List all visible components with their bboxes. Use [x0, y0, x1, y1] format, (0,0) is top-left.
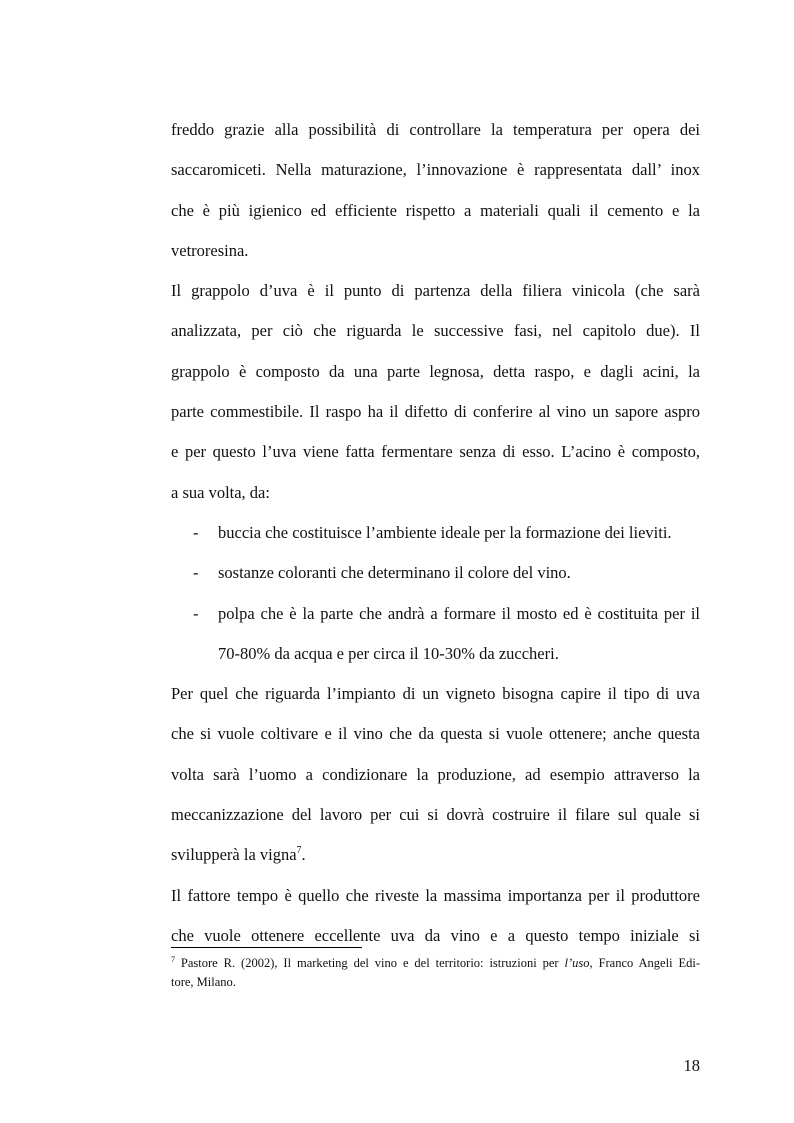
- list-item: [171, 513, 700, 553]
- text-line: che si vuole coltivare e il vino che da questa si vuole ottenere; anche questa: [171, 724, 700, 744]
- text-line: volta sarà l’uomo a condizionare la produzione, ad esempio attraverso la: [171, 764, 700, 784]
- text-line: meccanizzazione del lavoro per cui si dovrà costruire il filare sul quale si: [171, 805, 700, 825]
- text-line: analizzata, per ciò che riguarda le successive fasi, nel capitolo due). Il: [171, 321, 700, 341]
- text-line: Per quel che riguarda l’impianto di un vigneto bisogna capire il tipo di uva: [171, 684, 700, 704]
- page-body: [171, 110, 700, 956]
- text-line: grappolo è composto da una parte legnosa, detta raspo, e dagli acini, la: [171, 361, 700, 381]
- text-segment: .: [301, 845, 306, 865]
- footnote: [171, 954, 700, 992]
- list-item-text: 70-80% da acqua e per circa il 10-30% da zuccheri.: [218, 643, 559, 663]
- footnote-italic: l’uso: [564, 956, 590, 970]
- bullet-dash: -: [193, 563, 199, 583]
- text-line: saccaromiceti. Nella maturazione, l’innovazione è rappresentata dall’ inox: [171, 160, 700, 180]
- footnote-line: tore, Milano.: [171, 975, 236, 989]
- footnote-text: , Franco Angeli Edi-: [589, 956, 700, 970]
- list-item: [171, 553, 700, 593]
- paragraph-1: [171, 110, 700, 271]
- bullet-list: [171, 513, 700, 674]
- footnote-line: [171, 954, 700, 973]
- list-item: [171, 594, 700, 634]
- footnote-divider: [171, 947, 362, 948]
- paragraph-4: [171, 876, 700, 957]
- text-line: Il grappolo d’uva è il punto di partenza della filiera vinicola (che sarà: [171, 281, 700, 301]
- text-line: e per questo l’uva viene fatta fermentare senza di esso. L’acino è composto,: [171, 442, 700, 462]
- text-line: freddo grazie alla possibilità di controllare la temperatura per opera dei: [171, 120, 700, 139]
- footnote-ref[interactable]: 7: [296, 845, 302, 857]
- list-item-text: buccia che costituisce l’ambiente ideale per la formazione dei lieviti.: [218, 522, 672, 542]
- list-item-text: polpa che è la parte che andrà a formare il mosto ed è costituita per il: [218, 603, 700, 623]
- paragraph-3: [171, 674, 700, 875]
- text-line: che vuole ottenere eccellente uva da vino e a questo tempo iniziale si: [171, 925, 700, 945]
- text-line: [171, 835, 700, 875]
- footnote-text: Pastore R. (2002), Il marketing del vino e del territorio: istruzioni per: [175, 956, 565, 970]
- footnote-number: 7: [171, 955, 175, 964]
- bullet-dash: -: [193, 603, 199, 623]
- text-line: vetroresina.: [171, 240, 249, 260]
- page-number: 18: [683, 1056, 700, 1075]
- text-segment: svilupperà la vigna: [171, 845, 297, 865]
- text-line: che è più igienico ed efficiente rispetto a materiali quali il cemento e la: [171, 200, 700, 220]
- list-item-continuation: [171, 634, 700, 674]
- paragraph-2: [171, 271, 700, 513]
- text-line: parte commestibile. Il raspo ha il difetto di conferire al vino un sapore aspro: [171, 402, 700, 422]
- list-item-text: sostanze coloranti che determinano il colore del vino.: [218, 563, 571, 583]
- bullet-dash: -: [193, 522, 199, 542]
- text-line: Il fattore tempo è quello che riveste la massima importanza per il produttore: [171, 885, 700, 905]
- text-line: a sua volta, da:: [171, 482, 270, 502]
